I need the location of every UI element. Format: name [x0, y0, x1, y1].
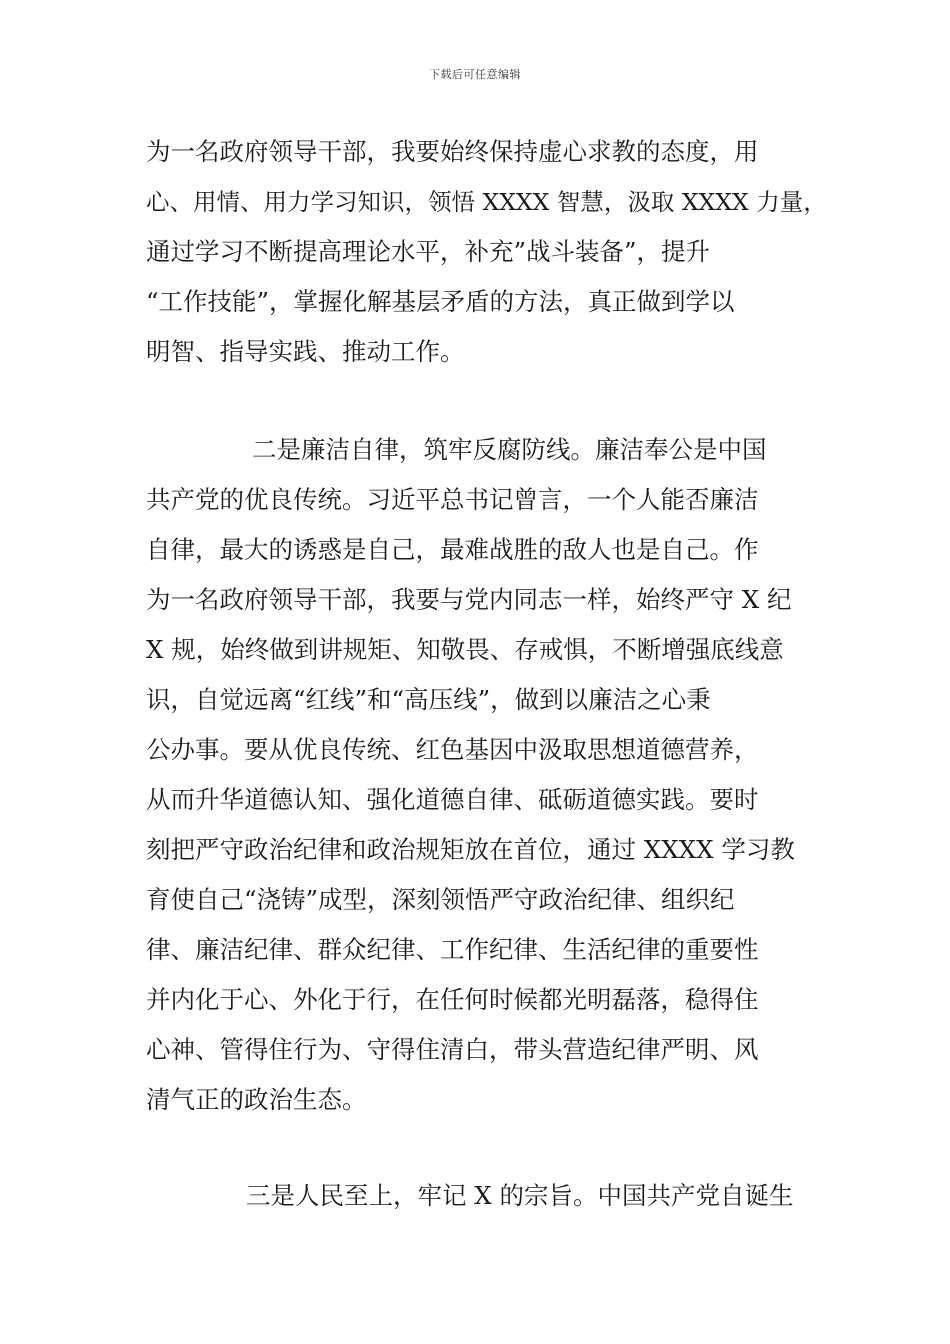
text-line: 育使自己“浇铸”成型，深刻领悟严守政治纪律、组织纪	[146, 885, 735, 914]
text-line: 二是廉洁自律，筑牢反腐防线。廉洁奉公是中国	[252, 435, 767, 464]
text-line: 心神、管得住行为、守得住清白，带头营造纪律严明、风	[146, 1035, 759, 1064]
text-line: “工作技能”，掌握化解基层矛盾的方法，真正做到学以	[146, 287, 735, 316]
text-line: 并内化于心、外化于行，在任何时候都光明磊落，稳得住	[146, 985, 759, 1014]
text-line: 明智、指导实践、推动工作。	[146, 337, 465, 366]
text-line: 为一名政府领导干部，我要始终保持虚心求教的态度，用	[146, 137, 759, 166]
text-line: 从而升华道德认知、强化道德自律、砥砺道德实践。要时	[146, 785, 759, 814]
text-line: 通过学习不断提高理论水平，补充”战斗装备”，提升	[146, 237, 711, 266]
text-line: 律、廉洁纪律、群众纪律、工作纪律、生活纪律的重要性	[146, 935, 759, 964]
text-line: 公办事。要从优良传统、红色基因中汲取思想道德营养，	[146, 735, 759, 764]
text-line: 为一名政府领导干部，我要与党内同志一样，始终严守 X 纪	[146, 585, 792, 614]
text-line: 清气正的政治生态。	[146, 1085, 367, 1114]
text-line: 刻把严守政治纪律和政治规矩放在首位，通过 XXXX 学习教	[146, 835, 795, 864]
text-line: 心、用情、用力学习知识，领悟 XXXX 智慧，汲取 XXXX 力量，	[146, 188, 827, 216]
text-line: 自律，最大的诱惑是自己，最难战胜的敌人也是自己。作	[146, 535, 759, 564]
text-line: 共产党的优良传统。习近平总书记曾言，一个人能否廉洁	[146, 485, 759, 514]
text-line: X 规，始终做到讲规矩、知敬畏、存戒惧，不断增强底线意	[146, 635, 784, 664]
page-header: 下载后可任意编辑	[429, 68, 521, 81]
text-line: 三是人民至上，牢记 X 的宗旨。中国共产党自诞生	[246, 1181, 794, 1210]
text-line: 识，自觉远离“红线”和“高压线”，做到以廉洁之心秉	[146, 685, 711, 714]
